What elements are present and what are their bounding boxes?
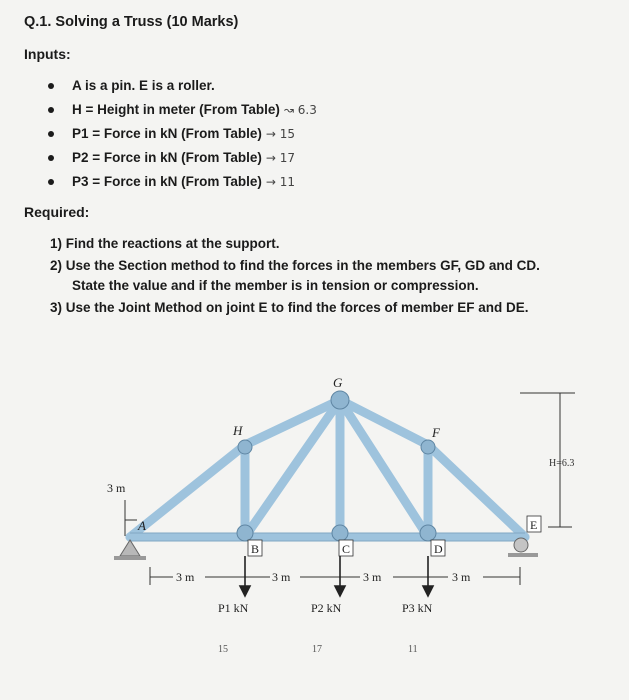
joint-F <box>421 440 435 454</box>
height-note: H=6.3 <box>549 458 575 469</box>
left-height-label: 3 m <box>107 481 126 495</box>
span-label: 3 m <box>363 570 382 584</box>
required-item: 2) Use the Section method to find the forces in the members GF, GD and CD. State the value and if the member is in tension or compression. <box>50 258 540 293</box>
input-item: H = Height in meter (From Table) ↝ 6.3 <box>48 98 317 122</box>
load-label-P3: P3 kN <box>402 601 433 615</box>
pin-support-A <box>114 540 146 560</box>
member-AH <box>130 445 245 537</box>
joint-C <box>332 525 348 541</box>
node-label-D: D <box>434 542 443 556</box>
handwritten-note: ↝ 6.3 <box>283 103 317 117</box>
joint-B <box>237 525 253 541</box>
handwritten-note: → 11 <box>265 175 296 189</box>
inputs-heading: Inputs: <box>24 46 71 62</box>
load-value-P3: 11 <box>408 644 418 655</box>
joint-D <box>420 525 436 541</box>
input-item: P1 = Force in kN (From Table) → 15 <box>48 122 317 146</box>
node-label-E: E <box>530 518 538 532</box>
load-value-P2: 17 <box>312 644 322 655</box>
node-label-H: H <box>233 423 243 438</box>
handwritten-note: → 15 <box>265 127 296 141</box>
input-item: P3 = Force in kN (From Table) → 11 <box>48 170 317 194</box>
node-label-B: B <box>251 542 260 556</box>
member-FE <box>428 445 525 537</box>
input-item: A is a pin. E is a roller. <box>48 74 317 98</box>
joint-H <box>238 440 252 454</box>
node-label-A: A <box>138 518 146 533</box>
input-item: P2 = Force in kN (From Table) → 17 <box>48 146 317 170</box>
required-heading: Required: <box>24 204 90 220</box>
node-label-G: G <box>333 375 343 390</box>
load-label-P2: P2 kN <box>311 601 342 615</box>
required-item: 1) Find the reactions at the support. <box>50 236 280 251</box>
span-label: 3 m <box>452 570 471 584</box>
node-label-C: C <box>342 542 351 556</box>
node-label-F: F <box>432 425 440 440</box>
span-label: 3 m <box>176 570 195 584</box>
joint-G <box>331 391 349 409</box>
span-label: 3 m <box>272 570 291 584</box>
required-item: 3) Use the Joint Method on joint E to find the forces of member EF and DE. <box>50 300 529 315</box>
load-label-P1: P1 kN <box>218 601 249 615</box>
handwritten-note: → 17 <box>265 151 296 165</box>
load-value-P1: 15 <box>218 644 228 655</box>
question-title: Q.1. Solving a Truss (10 Marks) <box>24 14 239 30</box>
